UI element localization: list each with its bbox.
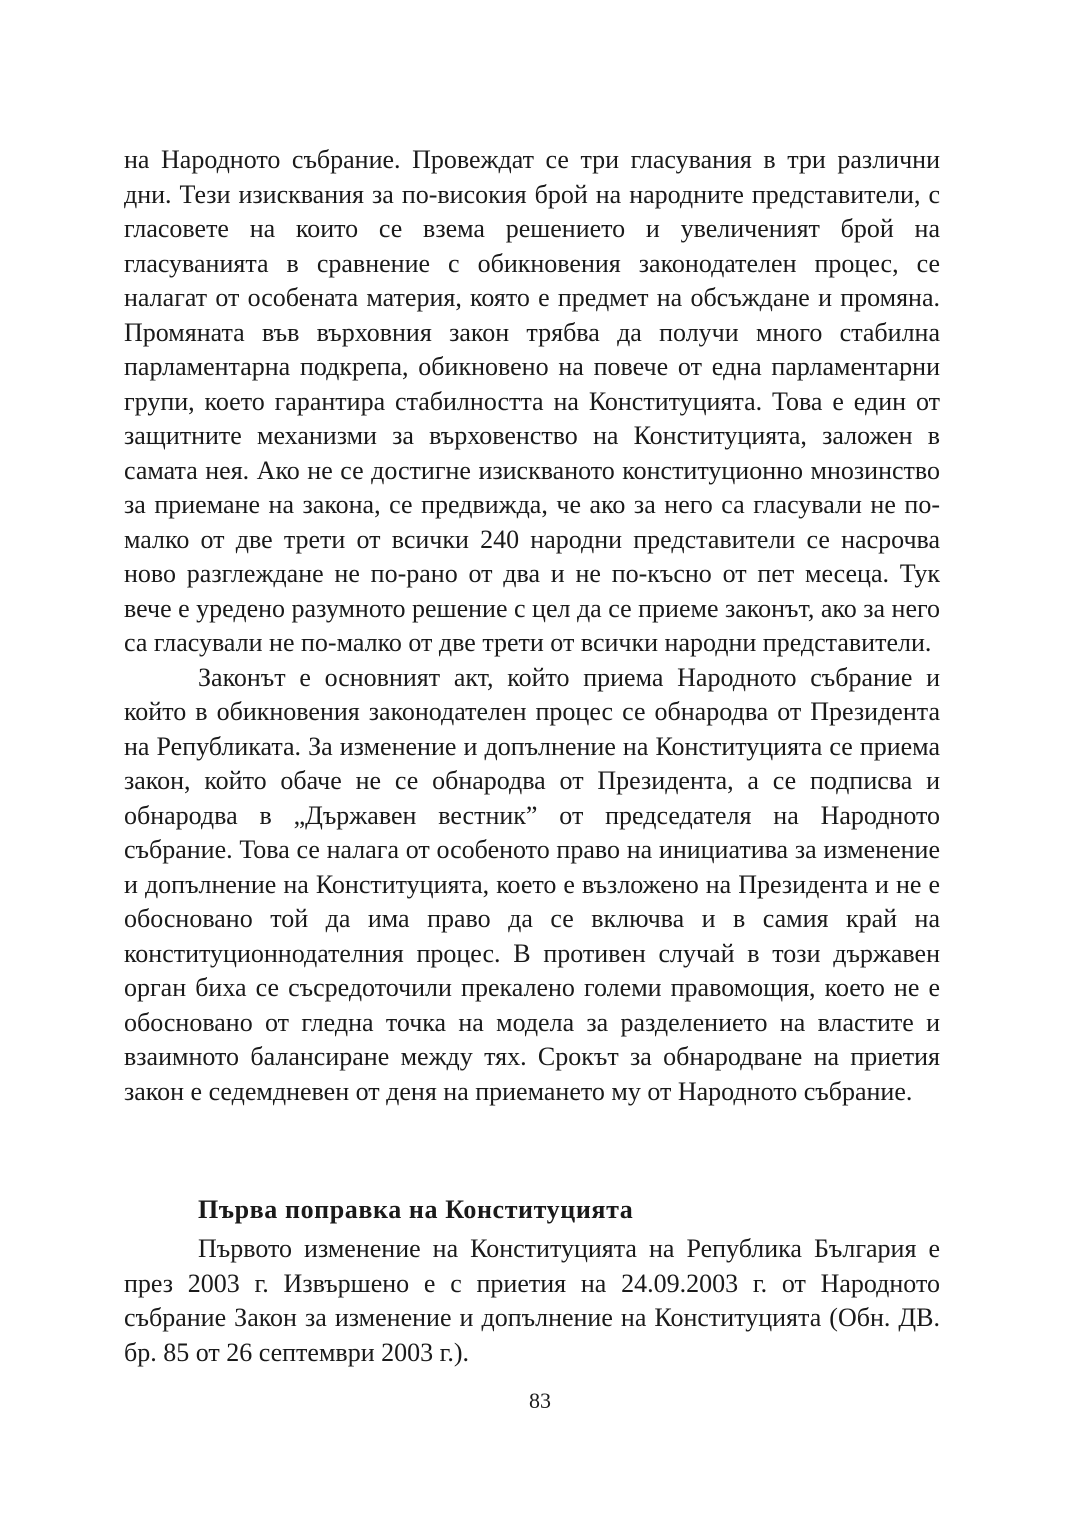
section-body bbox=[124, 1232, 940, 1370]
paragraph-first-amendment: Първото изменение на Конституцията на Република България е през 2003 г. Извършено е с приетия на 24.09.2003 г. от Народното събрание Закон за изменение и допълнение на Конституцията (Обн. ДВ. бр. 85 от 26 септември 2003 г.). bbox=[124, 1234, 940, 1367]
body-text bbox=[124, 143, 940, 1109]
page-number: 83 bbox=[529, 1388, 551, 1413]
section-heading: Първа поправка на Конституцията bbox=[198, 1195, 634, 1224]
paragraph-continuation: на Народното събрание. Провеждат се три гласувания в три различни дни. Тези изисквания за по-високия брой на народните представители, с гласовете на които се взема решението и увеличеният брой на гласуванията в сравнение с обикновения законодателен процес, се налагат от особената материя, която е предмет на обсъждане и промяна. Промяната във върховния закон трябва да получи много стабилна парламентарна подкрепа, обикновено на повече от една парламентарни групи, което гарантира стабилността на Конституцията. Това е един от защитните механизми за върховенство на Конституцията, заложен в самата нея. Ако не се достигне изискваното конституционно мнозинство за приемане на закона, се предвижда, че ако за него са гласували не по-малко от две трети от всички 240 народни представители се насрочва ново разглеждане не по-рано от два и не по-късно от пет месеца. Тук вече е уредено разумното решение с цел да се приеме законът, ако за него са гласували не по-малко от две трети от всички народни представители. bbox=[124, 145, 941, 657]
paragraph-law-promulgation: Законът е основният акт, който приема Народното събрание и който в обикновения законодателен процес се обнародва от Президента на Републиката. За изменение и допълнение на Конституцията се приема закон, който обаче не се обнародва от Президента, а се подписва и обнародва в „Държавен вестник” от председателя на Народното събрание. Това се налага от особеното право на инициатива за изменение и допълнение на Конституцията, което е възложено на Президента и не е обосновано той да има право да се включва и в самия край на конституционнодателния процес. В противен случай в този държавен орган биха се съсредоточили прекалено големи правомощия, което не е обосновано от гледна точка на модела за разделението на властите и взаимното балансиране между тях. Срокът за обнародване на приетия закон е седемдневен от деня на приемането му от Народното събрание. bbox=[124, 662, 940, 1106]
